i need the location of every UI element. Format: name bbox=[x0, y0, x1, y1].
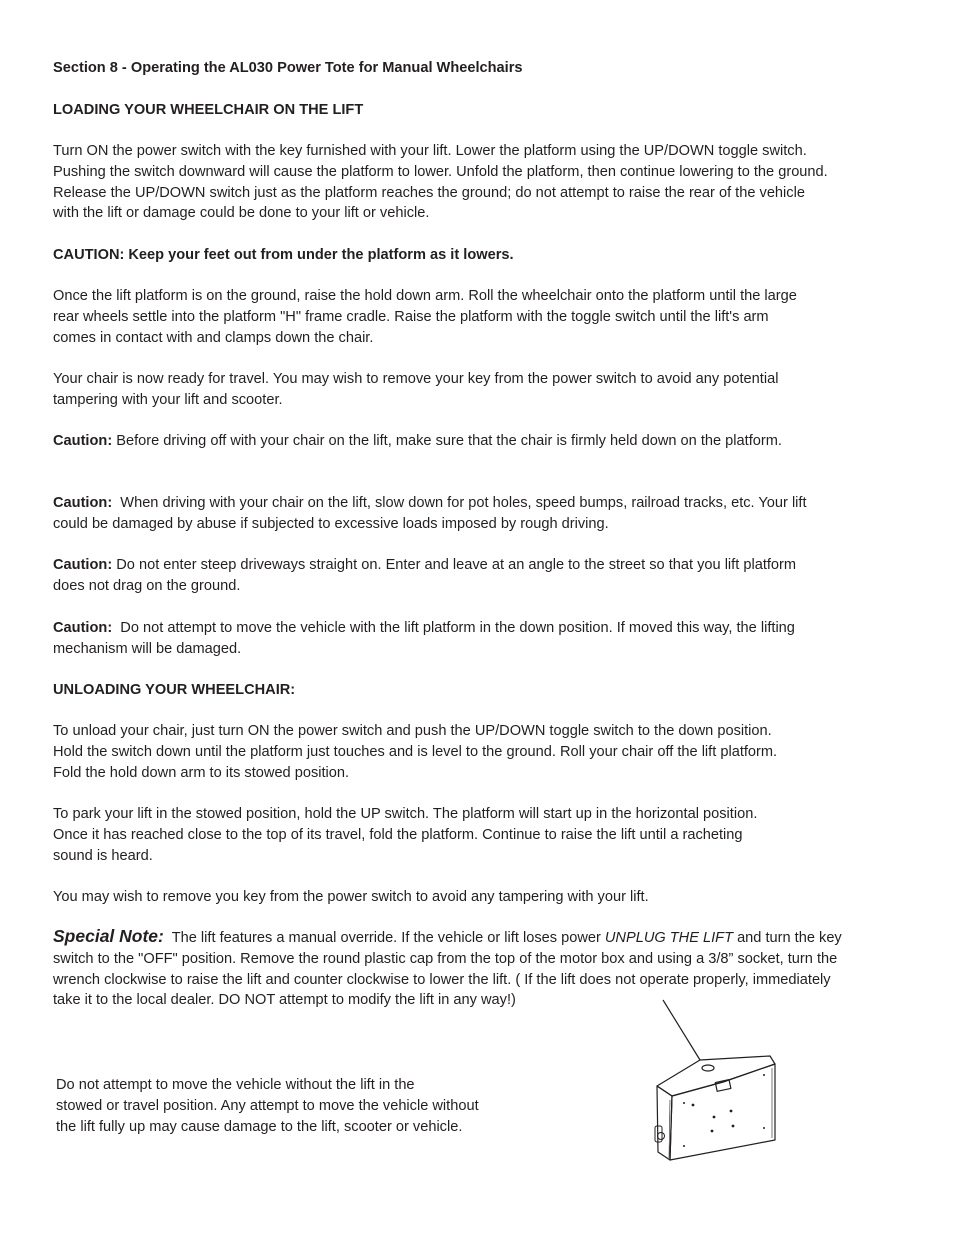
loading-paragraph-2 bbox=[53, 286, 913, 348]
final-warning bbox=[56, 1075, 556, 1137]
caution-label: Caution: bbox=[53, 495, 113, 511]
text-line: Hold the switch down until the platform just touches and is level to the ground. Roll your chair off the lift platform. bbox=[53, 743, 778, 760]
text-line bbox=[53, 493, 913, 514]
text-line bbox=[53, 431, 913, 452]
unloading-paragraph-2 bbox=[53, 804, 913, 866]
unloading-paragraph-1 bbox=[53, 721, 913, 783]
caution-text: Do not enter steep driveways straight on. Enter and leave at an angle to the street so that you lift platform bbox=[116, 557, 797, 573]
text-line: does not drag on the ground. bbox=[53, 577, 241, 594]
label-plate bbox=[715, 1080, 731, 1092]
caution-label: Caution: bbox=[53, 433, 113, 449]
text-line: switch to the "OFF" position. Remove the round plastic cap from the top of the motor box and using a 3/8” socket, turn the bbox=[53, 950, 838, 967]
text-line: Turn ON the power switch with the key furnished with your lift. Lower the platform using the UP/DOWN toggle switch. bbox=[53, 143, 807, 159]
motor-box-diagram bbox=[640, 996, 790, 1166]
section-title: Section 8 - Operating the AL030 Power Tote for Manual Wheelchairs bbox=[53, 60, 523, 76]
special-note-text: and turn the key bbox=[733, 930, 842, 946]
text-line: could be damaged by abuse if subjected to excessive loads imposed by rough driving. bbox=[53, 515, 609, 532]
caution-label: Caution: bbox=[53, 557, 113, 573]
caution-text: Before driving off with your chair on the lift, make sure that the chair is firmly held down on the platform. bbox=[116, 433, 782, 449]
key-switch bbox=[655, 1126, 665, 1142]
text-line: Do not attempt to move the vehicle without the lift in the bbox=[56, 1077, 415, 1093]
text-line: sound is heard. bbox=[53, 847, 153, 864]
caution-text: When driving with your chair on the lift, slow down for pot holes, speed bumps, railroad tracks, etc. Your lift bbox=[120, 495, 807, 511]
pointer-line bbox=[663, 1000, 700, 1060]
caution-paragraph bbox=[53, 618, 913, 660]
box-front bbox=[670, 1064, 775, 1160]
plastic-cap bbox=[702, 1065, 714, 1071]
caution-paragraph bbox=[53, 431, 913, 452]
bolt-holes bbox=[683, 1074, 765, 1147]
text-line: the lift fully up may cause damage to the lift, scooter or vehicle. bbox=[56, 1118, 463, 1135]
text-line: comes in contact with and clamps down the chair. bbox=[53, 329, 374, 346]
text-line: Release the UP/DOWN switch just as the platform reaches the ground; do not attempt to raise the rear of the vehicle bbox=[53, 184, 805, 201]
text-line: Pushing the switch downward will cause the platform to lower. Unfold the platform, then continue lowering to the ground. bbox=[53, 163, 828, 180]
unloading-heading: UNLOADING YOUR WHEELCHAIR: bbox=[53, 682, 296, 698]
text-line: stowed or travel position. Any attempt to move the vehicle without bbox=[56, 1097, 479, 1114]
text-line: Fold the hold down arm to its stowed position. bbox=[53, 764, 350, 781]
loading-paragraph-1 bbox=[53, 141, 913, 224]
loading-heading: LOADING YOUR WHEELCHAIR ON THE LIFT bbox=[53, 102, 364, 118]
special-note bbox=[53, 926, 933, 1011]
text-line: To unload your chair, just turn ON the power switch and push the UP/DOWN toggle switch to the down position. bbox=[53, 723, 772, 739]
caution-paragraph bbox=[53, 555, 913, 597]
loading-paragraph-3 bbox=[53, 369, 913, 411]
text-line bbox=[53, 926, 933, 949]
unplug-emphasis: UNPLUG THE LIFT bbox=[604, 930, 734, 946]
text-line bbox=[53, 618, 913, 639]
unloading-paragraph-3: You may wish to remove you key from the power switch to avoid any tampering with your lift. bbox=[53, 889, 649, 905]
caution-text: Do not attempt to move the vehicle with the lift platform in the down position. If moved this way, the lifting bbox=[120, 620, 795, 636]
text-line bbox=[53, 555, 913, 576]
text-line: Your chair is now ready for travel. You may wish to remove your key from the power switch to avoid any potential bbox=[53, 371, 779, 387]
special-note-label: Special Note: bbox=[53, 926, 164, 946]
box-top bbox=[657, 1056, 775, 1096]
text-line: tampering with your lift and scooter. bbox=[53, 391, 283, 408]
text-line: To park your lift in the stowed position, hold the UP switch. The platform will start up in the horizontal position. bbox=[53, 806, 758, 822]
special-note-text: The lift features a manual override. If the vehicle or lift loses power bbox=[171, 930, 605, 946]
caution-paragraph bbox=[53, 493, 913, 535]
text-line: with the lift or damage could be done to your lift or vehicle. bbox=[53, 205, 430, 222]
caution-label: Caution: bbox=[53, 620, 113, 636]
text-line: take it to the local dealer. DO NOT attempt to modify the lift in any way!) bbox=[53, 992, 516, 1009]
text-line: Once the lift platform is on the ground, raise the hold down arm. Roll the wheelchair onto the platform until the large bbox=[53, 288, 797, 304]
text-line: mechanism will be damaged. bbox=[53, 640, 242, 657]
caution-feet: CAUTION: Keep your feet out from under the platform as it lowers. bbox=[53, 247, 514, 263]
text-line: Once it has reached close to the top of its travel, fold the platform. Continue to raise the lift until a racheting bbox=[53, 826, 743, 843]
text-line: wrench clockwise to raise the lift and counter clockwise to lower the lift. ( If the lift does not operate properly, immediately bbox=[53, 971, 831, 988]
text-line: rear wheels settle into the platform "H" frame cradle. Raise the platform with the toggle switch until the lift's arm bbox=[53, 308, 769, 325]
